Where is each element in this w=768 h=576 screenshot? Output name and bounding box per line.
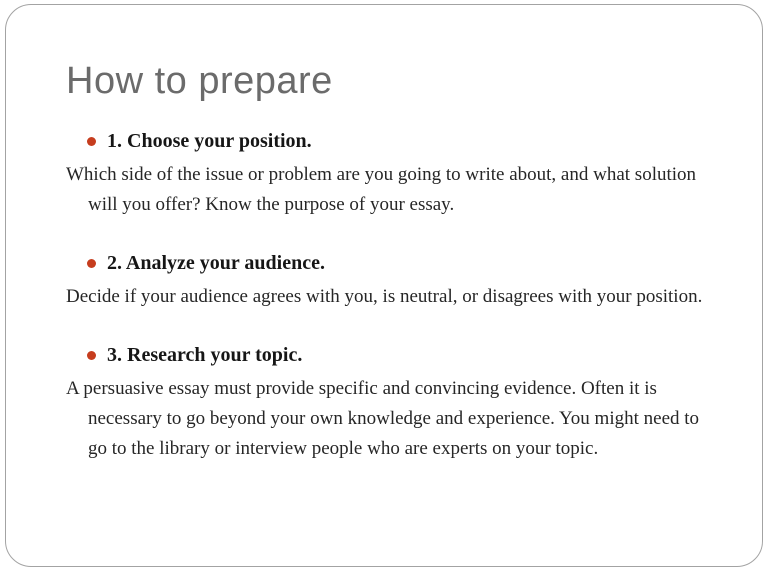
bullet-body-text: Which side of the issue or problem are you going to write about, and what solution will you offer? Know the purpose of your essay.: [66, 164, 697, 215]
bullet-heading: 3. Research your topic.: [107, 344, 303, 366]
slide-content: [66, 58, 722, 464]
bullet-icon: [87, 351, 96, 360]
bullet-body-text: A persuasive essay must provide specific and convincing evidence. Often it is necessary to go beyond your own knowledge and experience. You might need to go to the library or interview people who are experts on your topic.: [66, 378, 700, 459]
bullet-icon: [87, 137, 96, 146]
bullet-section-1: [66, 126, 722, 220]
bullet-heading: 1. Choose your position.: [107, 130, 312, 152]
bullet-icon: [87, 259, 96, 268]
bullet-section-3: [66, 340, 722, 464]
bullet-section-2: [66, 248, 722, 312]
bullet-heading-row: [87, 340, 722, 370]
slide-title: How to prepare: [66, 60, 333, 102]
bullet-heading-row: [87, 126, 722, 156]
bullet-heading: 2. Analyze your audience.: [107, 252, 325, 274]
bullet-body-text: Decide if your audience agrees with you, is neutral, or disagrees with your position.: [66, 286, 703, 307]
bullet-heading-row: [87, 248, 722, 278]
